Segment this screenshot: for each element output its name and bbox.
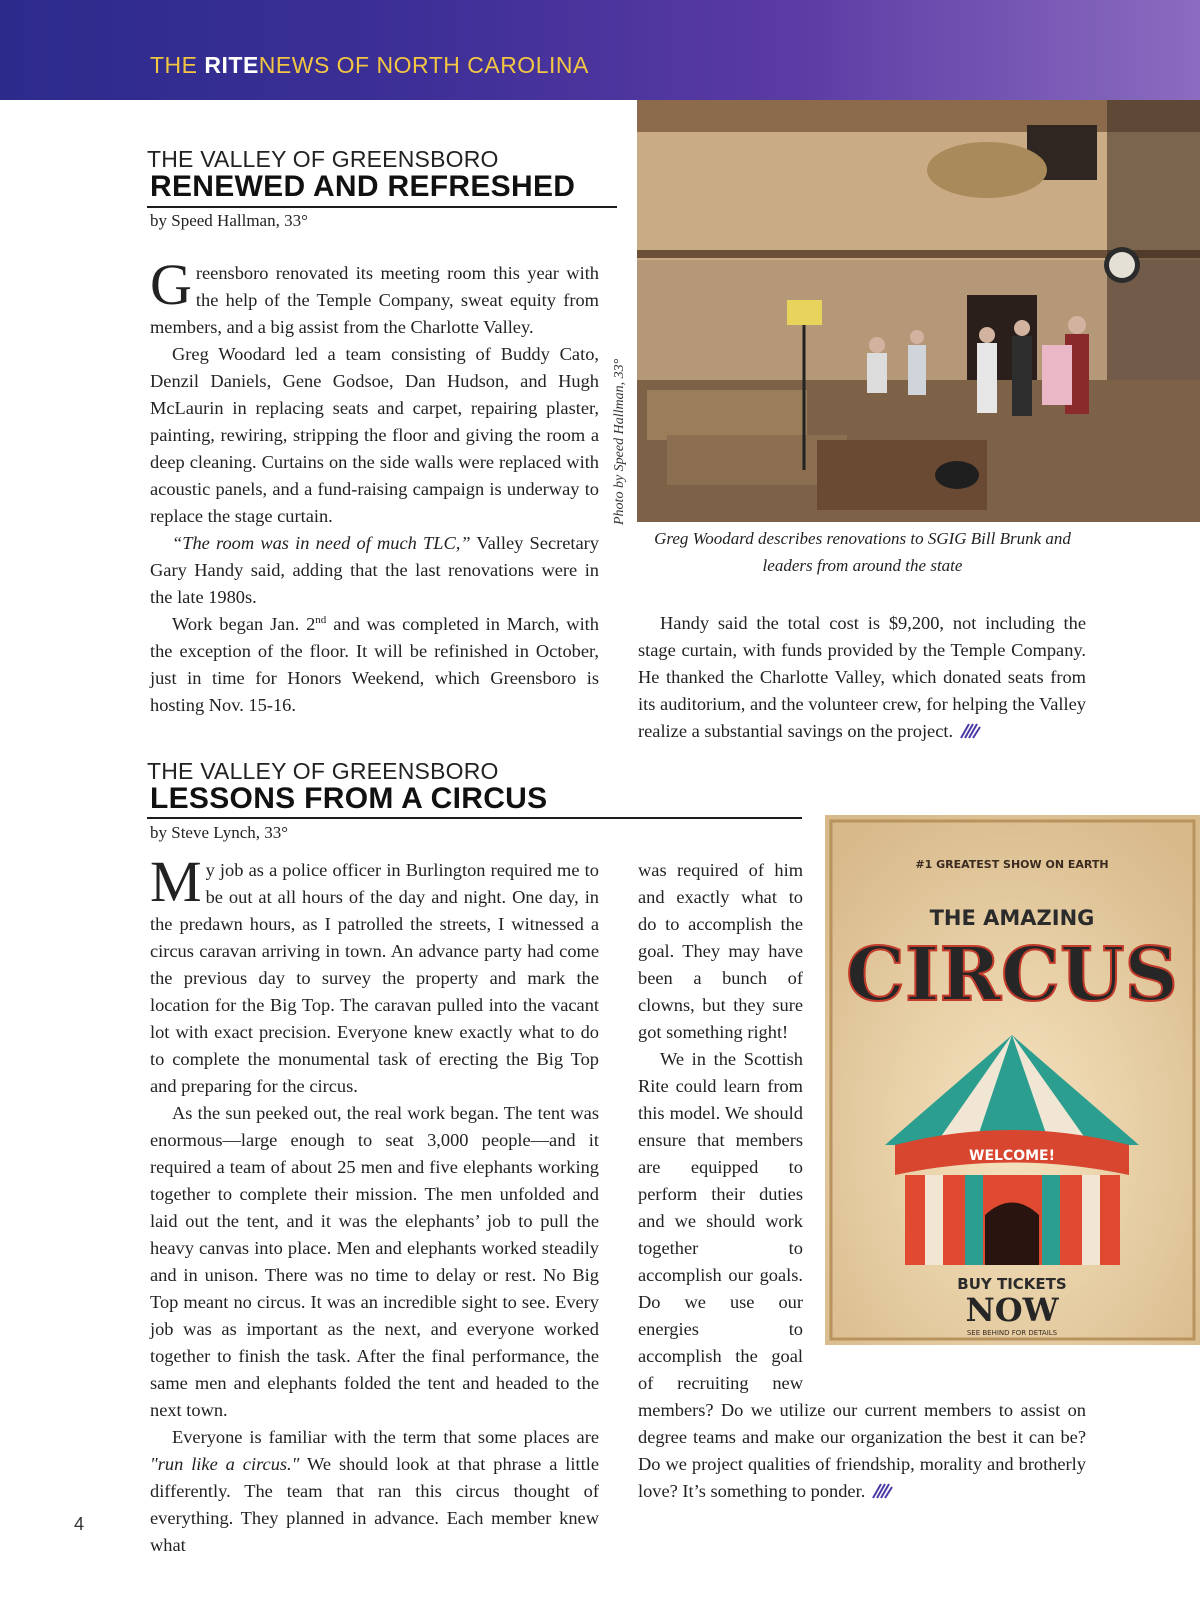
end-mark-icon (959, 722, 981, 740)
meeting-room-photo-illustration (637, 100, 1200, 522)
article2-narrow-col (638, 857, 803, 1046)
poster-now: NOW (965, 1291, 1059, 1329)
poster-tagline: #1 GREATEST SHOW ON EARTH (915, 858, 1109, 871)
article2-paragraph: My job as a police officer in Burlington required me to be out at all hours of the day and night. One day, in the predawn hours, as I patrolled the streets, I witnessed a circus caravan arriving in town. An advance party had come the previous day to survey the property and mark the location for the Big Top. The caravan pulled into the vacant lot with exact precision. Everyone knew exactly what to do to complete the monumental task of erecting the Big Top and preparing for the circus. (150, 849, 599, 1096)
article2-byline: by Steve Lynch, 33° (150, 823, 289, 842)
poster-welcome: WELCOME! (969, 1148, 1055, 1164)
article2-paragraph: was required of him and exactly what to do to accomplish the goal. They may have been a bunch of clowns, but they sure got something right! (638, 860, 803, 1042)
header-banner (0, 0, 1200, 100)
article1-paragraph: “The room was in need of much TLC,” Valley Secretary Gary Handy said, adding that the last renovations were in the late 1980s. (150, 533, 599, 607)
article1-paragraph: Work began Jan. 2nd and was completed in March, with the exception of the floor. It will be refinished in October, just in time for Honors Weekend, which Greensboro is hosting Nov. 15-16. (150, 613, 599, 715)
article1-headline: RENEWED AND REFRESHED (150, 170, 576, 203)
article2-rule (147, 817, 802, 819)
article2-right-col (638, 1046, 1086, 1505)
article2-headline: LESSONS FROM A CIRCUS (150, 782, 548, 815)
article1-paragraph: Greensboro renovated its meeting room this year with the help of the Temple Company, sweat equity from members, and a big assist from the Charlotte Valley. (150, 252, 599, 337)
poster-circus: CIRCUS (846, 932, 1178, 1018)
article1-rule (147, 206, 617, 208)
renovation-photo (637, 100, 1200, 522)
dropcap: G (150, 252, 192, 317)
photo-caption: Greg Woodard describes renovations to SGIG Bill Brunk and leaders from around the state (654, 529, 1071, 575)
photo-credit: Photo by Speed Hallman, 33° (612, 358, 627, 525)
article1-byline: by Speed Hallman, 33° (150, 211, 308, 230)
article2-paragraph: As the sun peeked out, the real work began. The tent was enormous—large enough to seat 3,000 people—and it required a team of about 25 men and five elephants working together to complete their mission. The men unfolded and laid out the tent, and it was the elephants’ job to pull the heavy canvas into place. Men and elephants worked steadily and in unison. There was no time to delay or rest. No Big Top meant no circus. It was an incredible sight to see. Every job was as important as the next, and everyone worked together to finish the task. After the final performance, the same men and elephants folded the tent and headed to the next town. (150, 1103, 599, 1420)
page-number: 4 (74, 1514, 85, 1534)
end-mark-icon (871, 1482, 893, 1500)
article1-kicker: THE VALLEY OF GREENSBORO (147, 146, 499, 172)
poster-wrap-spacer (803, 1046, 1086, 1376)
article1-continued (638, 610, 1086, 745)
article1-paragraph: Handy said the total cost is $9,200, not including the stage curtain, with funds provided by the Temple Company. He thanked the Charlotte Valley, which donated seats from its auditorium, and the volunteer crew, for helping the Valley realize a substantial savings on the project. (638, 613, 1086, 741)
poster-amazing: THE AMAZING (929, 906, 1095, 930)
poster-small: SEE BEHIND FOR DETAILS (966, 1329, 1058, 1337)
article1-body (150, 252, 599, 719)
article1-paragraph: Greg Woodard led a team consisting of Buddy Cato, Denzil Daniels, Gene Godsoe, Dan Hudson, and Hugh McLaurin in replacing seats and carpet, repairing plaster, painting, rewiring, stripping the floor and giving the room a deep cleaning. Curtains on the side walls were replaced with acoustic panels, and a fund-raising campaign is underway to replace the stage curtain. (150, 344, 599, 526)
publication-title: THE RITENEWS OF NORTH CAROLINA (150, 52, 589, 78)
article2-paragraph: Everyone is familiar with the term that some places are "run like a circus." We should look at that phrase a little differently. The team that ran this circus thought of everything. They planned in advance. Each member knew what (150, 1427, 599, 1555)
poster-buy: BUY TICKETS (957, 1275, 1067, 1293)
article2-body (150, 849, 599, 1559)
article2-paragraph: We in the Scottish Rite could learn from this model. We should ensure that members are equipped to perform their duties and we should work together to accomplish our goals. Do we use our energies to accomplish the goal of recruiting new members? Do we utilize our current members to assist on degree teams and make our organization the best it can be? Do we project qualities of friendship, morality and brotherly love? It’s something to ponder. (638, 1049, 1086, 1501)
article2-kicker: THE VALLEY OF GREENSBORO (147, 758, 499, 784)
dropcap: M (150, 849, 202, 914)
